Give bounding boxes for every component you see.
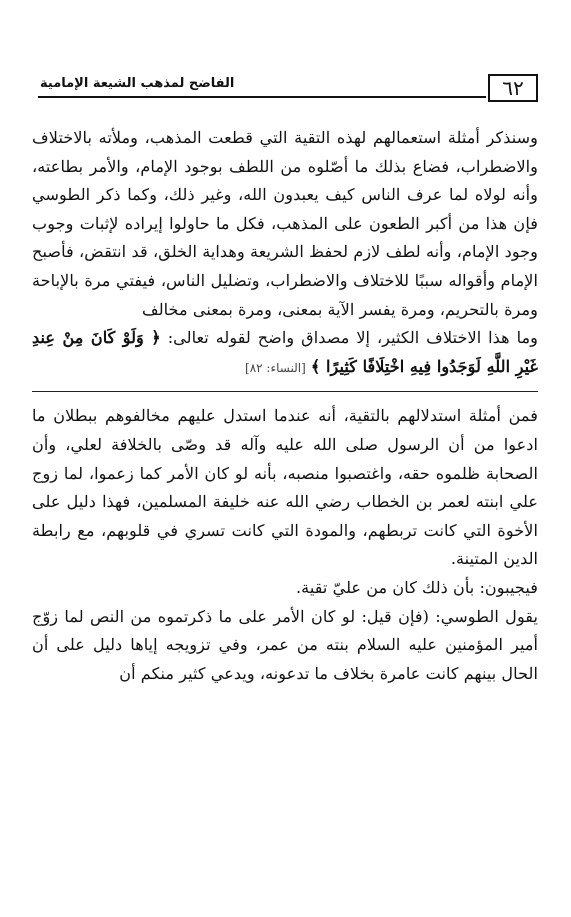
verse-reference: [النساء: ٨٢] — [245, 360, 306, 375]
body-text — [32, 124, 538, 688]
paragraph: فيجيبون: بأن ذلك كان من عليّ تقية. — [296, 577, 538, 597]
paragraph: فمن أمثلة استدلالهم بالتقية، أنه عندما استدل عليهم مخالفوهم ببطلان ما ادعوا من أن الرسول صلى الله عليه وآله قد وصّى بالخلافة لعلي، وأن الصحابة ظلموه حقه، واغتصبوا منصبه، بأنه لو كان الأمر كما زعموا، لما زوج علي ابنته لعمر بن الخطاب رضي الله عنه خليفة المسلمين، فهذا دليل على الأخوة التي كانت تربطهم، والمودة التي كانت تسري في قلوبهم، مع رابطة الدين المتينة. — [32, 406, 538, 569]
paragraph: وسنذكر أمثلة استعمالهم لهذه التقية التي قطعت المذهب، وملأته بالاختلاف والاضطراب، فضاع بذلك ما أصّلوه من اللطف بوجود الإمام، والأمر بطاعته، وأنه لولاه لما عرف الناس كيف يعبدون الله، وغير ذلك، وكما ذكر الطوسي فإن هذا من أكبر الطعون على المذهب، فكل ما حاولوا إيراده لإثبات وجوب وجود الإمام، وأنه لطف لازم لحفظ الشريعة وهداية الخلق، قد انتقض، فأصبح الإمام وأقواله سببًا للاختلاف والاضطراب، وتضليل الناس، فيفتي مرة بالإباحة ومرة بالتحريم، ومرة يفسر الآية بمعنى، ومرة بمعنى مخالف — [32, 128, 538, 319]
quote-paragraph — [32, 324, 538, 382]
paragraph: يقول الطوسي: (فإن قيل: لو كان الأمر على ما ذكرتموه من النص لما زوّج أمير المؤمنين عليه السلام بنته من عمر، وفي تزويجه إياها دليل على أن الحال بينهم كانت عامرة بخلاف ما تدعونه، ويدعي كثير منكم أن — [32, 606, 538, 683]
header-rule — [38, 96, 486, 98]
running-title: الفاضح لمذهب الشيعة الإمامية — [40, 76, 235, 91]
page-number: ٦٢ — [488, 74, 538, 102]
page-header — [18, 56, 538, 102]
quote-intro: وما هذا الاختلاف الكثير، إلا مصداق واضح لقوله تعالى: — [167, 328, 538, 348]
quran-verse: ﴿ وَلَوْ كَانَ مِنْ عِندِ غَيْرِ اللَّهِ لَوَجَدُوا فِيهِ اخْتِلَافًا كَثِيرًا ﴾ — [32, 328, 538, 376]
separator-rule — [32, 391, 538, 392]
